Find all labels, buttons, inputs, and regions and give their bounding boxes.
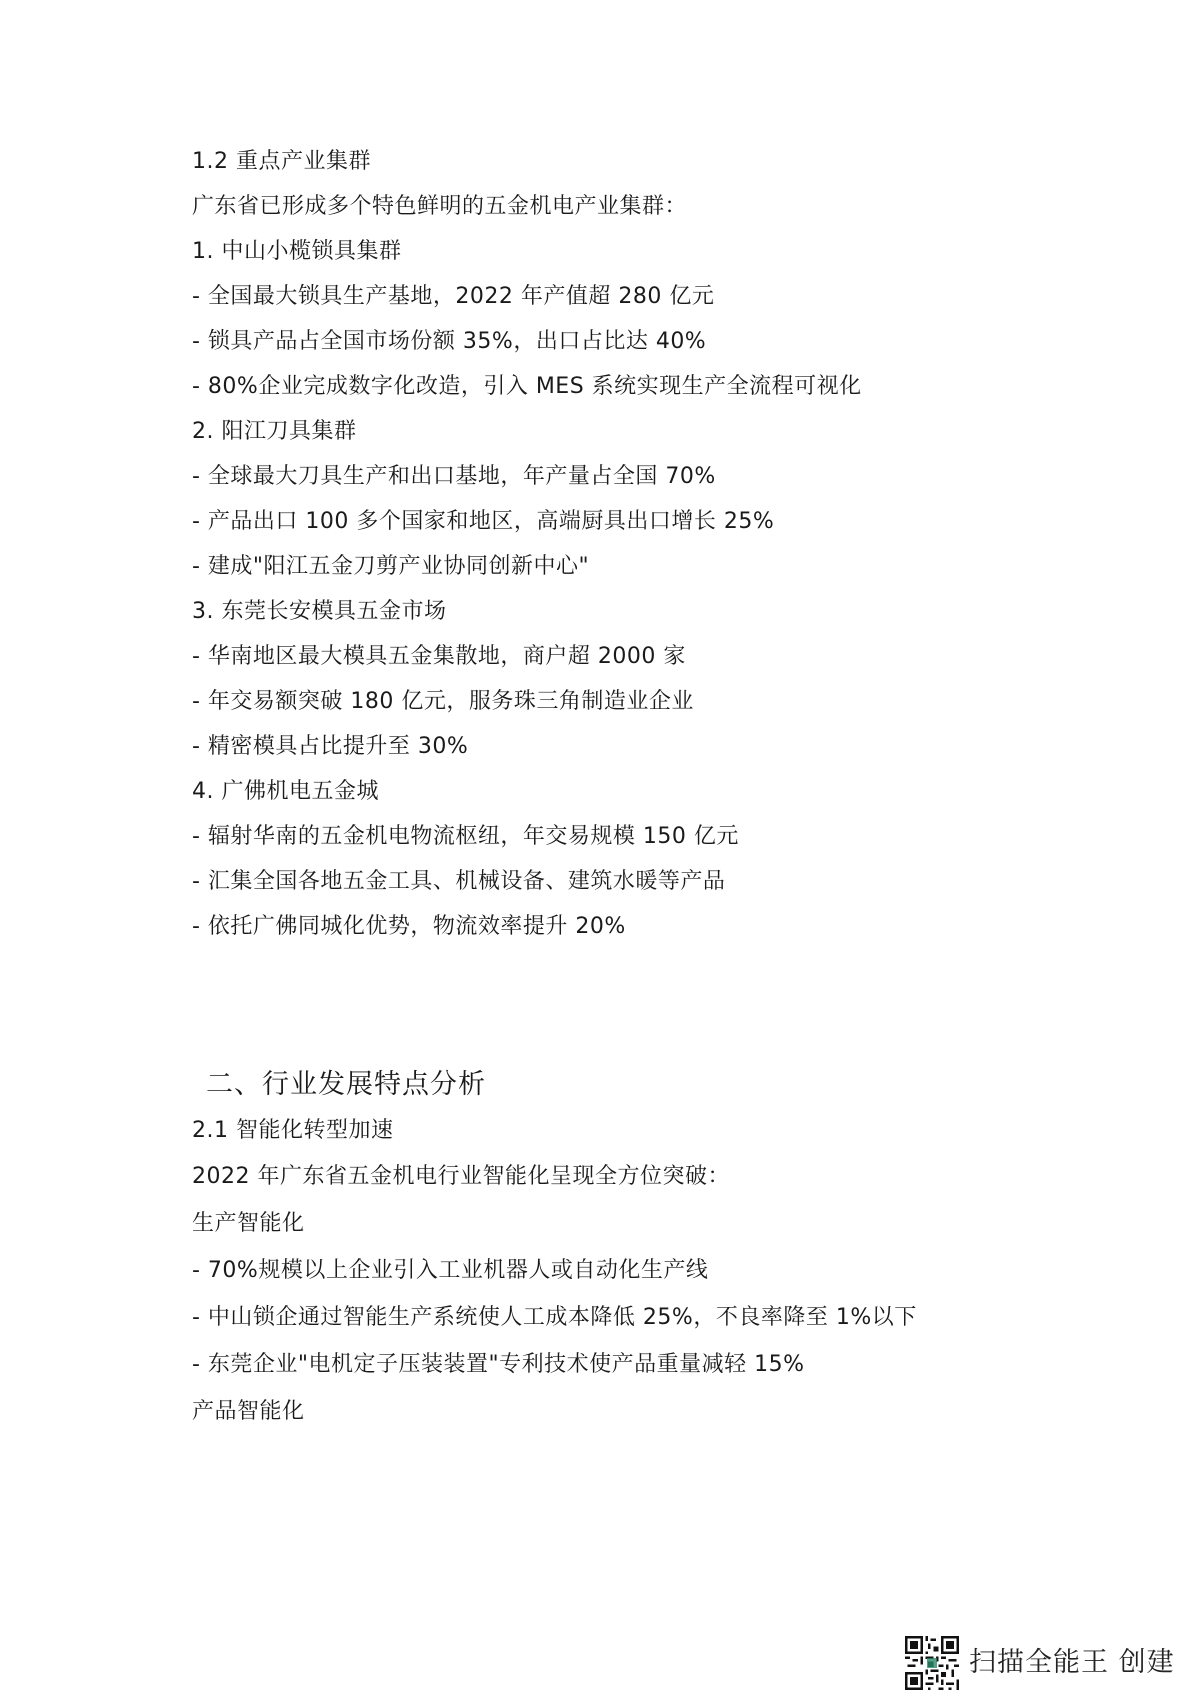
list-item: - 全球最大刀具生产和出口基地，年产量占全国 70%: [192, 464, 716, 489]
list-item: - 全国最大锁具生产基地，2022 年产值超 280 亿元: [192, 284, 715, 309]
section-2-1-intro: 2022 年广东省五金机电行业智能化呈现全方位突破：: [192, 1164, 730, 1189]
section-1-2-intro: 广东省已形成多个特色鲜明的五金机电产业集群：: [192, 194, 688, 219]
product-intelligence-title: 产品智能化: [192, 1399, 305, 1424]
watermark-text: 扫描全能王 创建: [969, 1647, 1175, 1678]
list-item: - 年交易额突破 180 亿元，服务珠三角制造业企业: [192, 689, 694, 714]
list-item: - 精密模具占比提升至 30%: [192, 734, 469, 759]
cluster-2-title: 2. 阳江刀具集群: [192, 419, 357, 444]
cluster-3-title: 3. 东莞长安模具五金市场: [192, 599, 447, 624]
scanner-watermark: [905, 1635, 1175, 1691]
list-item: - 建成"阳江五金刀剪产业协同创新中心": [192, 554, 590, 579]
section-2-heading: 二、行业发展特点分析: [206, 1069, 486, 1100]
section-1-2-heading: 1.2 重点产业集群: [192, 149, 371, 174]
cluster-4-title: 4. 广佛机电五金城: [192, 779, 379, 804]
list-item: - 锁具产品占全国市场份额 35%，出口占比达 40%: [192, 329, 707, 354]
qr-code-icon: [905, 1636, 959, 1690]
list-item: - 辐射华南的五金机电物流枢纽，年交易规模 150 亿元: [192, 824, 739, 849]
list-item: - 中山锁企通过智能生产系统使人工成本降低 25%，不良率降至 1%以下: [192, 1305, 917, 1330]
list-item: - 80%企业完成数字化改造，引入 MES 系统实现生产全流程可视化: [192, 374, 862, 399]
list-item: - 华南地区最大模具五金集散地，商户超 2000 家: [192, 644, 686, 669]
list-item: - 70%规模以上企业引入工业机器人或自动化生产线: [192, 1258, 709, 1283]
production-intelligence-title: 生产智能化: [192, 1211, 305, 1236]
list-item: - 产品出口 100 多个国家和地区，高端厨具出口增长 25%: [192, 509, 775, 534]
list-item: - 汇集全国各地五金工具、机械设备、建筑水暖等产品: [192, 869, 726, 894]
section-2-1-heading: 2.1 智能化转型加速: [192, 1118, 394, 1143]
cluster-1-title: 1. 中山小榄锁具集群: [192, 239, 402, 264]
list-item: - 东莞企业"电机定子压装装置"专利技术使产品重量减轻 15%: [192, 1352, 805, 1377]
list-item: - 依托广佛同城化优势，物流效率提升 20%: [192, 914, 626, 939]
